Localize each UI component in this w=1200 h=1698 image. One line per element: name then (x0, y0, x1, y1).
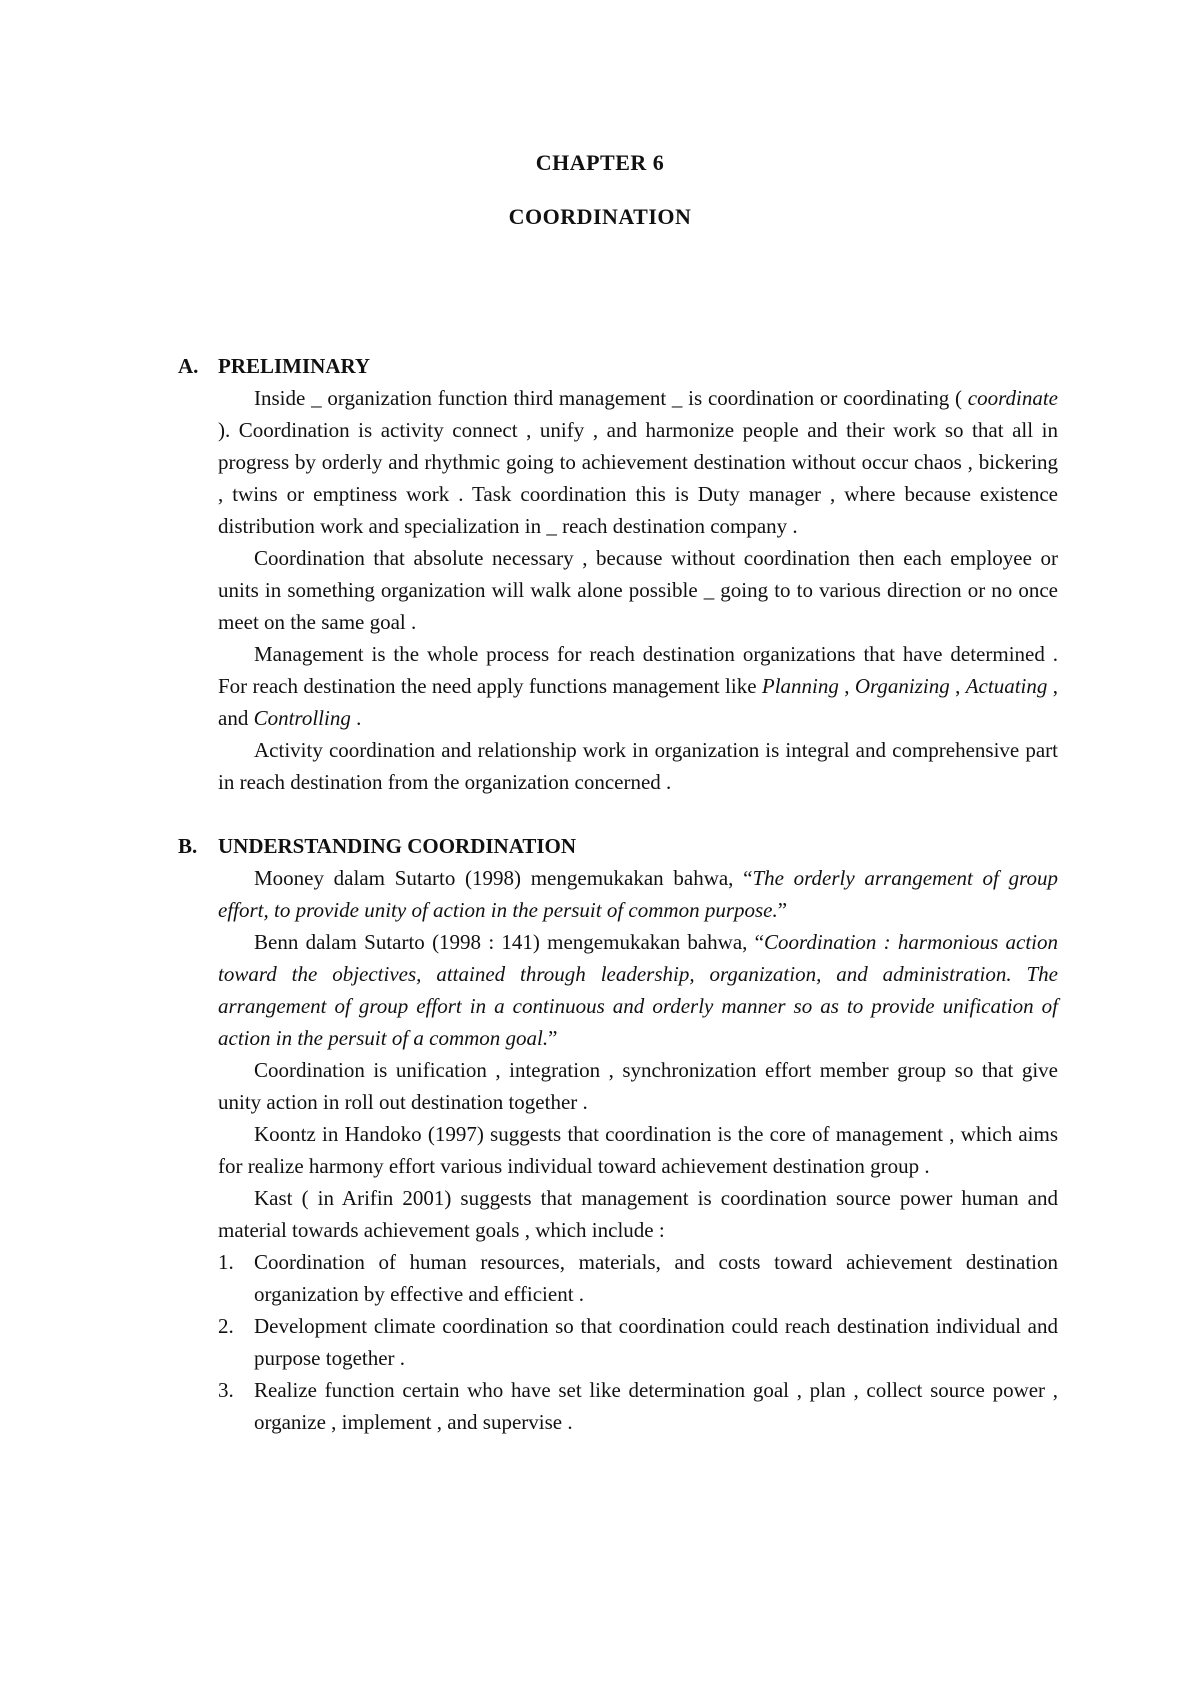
section-a-paragraph-2: Coordination that absolute necessary , because without coordination then each employee or units in something organization will walk alone possible _ going to to various direction or no once meet on the same goal . (218, 546, 1058, 634)
list-item-number: 2. (218, 1314, 234, 1338)
list-item-text: Realize function certain who have set like determination goal , plan , collect source power , organize , implement , and supervise . (254, 1378, 1058, 1434)
text-run: Management is the whole process for reach destination organizations that have determined . For reach destination the need apply functions management like (218, 642, 1058, 698)
list-item (218, 1246, 1058, 1310)
italic-text-run: Organizing (854, 674, 950, 698)
italic-text-run: Actuating (965, 674, 1048, 698)
italic-text-run: Planning (761, 674, 839, 698)
section-a-paragraph-4: Activity coordination and relationship work in organization is integral and comprehensive part in reach destination from the organization concerned . (218, 738, 1058, 794)
text-run: , (949, 674, 966, 698)
section-b-letter: B. (178, 834, 198, 858)
section-b-paragraph-2 (178, 926, 1058, 1054)
kast-list (178, 1246, 1058, 1438)
list-item (218, 1374, 1058, 1438)
italic-text-run: coordinate (967, 386, 1058, 410)
italic-text-run: Coordination : harmonious action toward the objectives, attained through leadership, organization, and administration. The arrangement of group effort in a continuous and orderly manner so as to provide unification of action in the persuit of a common goal. (218, 930, 1058, 1050)
text-run: ” (548, 1026, 558, 1050)
text-run: ” (777, 898, 788, 922)
section-b-heading (178, 830, 1058, 862)
text-run: , and (218, 674, 1058, 730)
list-item (218, 1310, 1058, 1374)
section-a-paragraph-1 (178, 382, 1058, 542)
section-b-paragraph-1 (178, 862, 1058, 926)
list-item-number: 3. (218, 1378, 234, 1402)
document-body (178, 350, 1058, 1438)
text-run: , (838, 674, 855, 698)
section-b-paragraph-4: Koontz in Handoko (1997) suggests that coordination is the core of management , which aims for realize harmony effort various individual toward achievement destination group . (218, 1122, 1058, 1178)
text-run: . (350, 706, 362, 730)
list-item-text: Coordination of human resources, materials, and costs toward achievement destination organization by effective and efficient . (254, 1250, 1058, 1306)
chapter-title: COORDINATION (508, 204, 692, 229)
list-item-number: 1. (218, 1250, 234, 1274)
text-run: Inside _ organization function third management _ is coordination or coordinating ( (254, 386, 968, 410)
section-a-title: PRELIMINARY (218, 354, 371, 378)
text-run: Benn dalam Sutarto (1998 : 141) mengemukakan bahwa, “ (254, 930, 764, 954)
chapter-label: CHAPTER 6 (535, 150, 665, 175)
italic-text-run: Controlling (253, 706, 351, 730)
italic-text-run: The orderly arrangement of group effort, to provide unity of action in the persuit of common purpose. (218, 866, 1058, 922)
text-run: Mooney dalam Sutarto (1998) mengemukakan bahwa, “ (254, 866, 753, 890)
section-a-paragraph-3 (178, 638, 1058, 734)
section-b-paragraph-5: Kast ( in Arifin 2001) suggests that management is coordination source power human and material towards achievement goals , which include : (218, 1186, 1058, 1242)
list-item-text: Development climate coordination so that coordination could reach destination individual and purpose together . (254, 1314, 1058, 1370)
text-run: ). Coordination is activity connect , unify , and harmonize people and their work so that all in progress by orderly and rhythmic going to achievement destination without occur chaos , bickering , twins or emptiness work . Task coordination this is Duty manager , where because existence distribution work and specialization in _ reach destination company . (218, 418, 1058, 538)
section-a-heading (178, 350, 1058, 382)
section-b-title: UNDERSTANDING COORDINATION (218, 834, 577, 858)
section-a-letter: A. (178, 354, 199, 378)
section-b-paragraph-3: Coordination is unification , integration , synchronization effort member group so that give unity action in roll out destination together . (218, 1058, 1058, 1114)
